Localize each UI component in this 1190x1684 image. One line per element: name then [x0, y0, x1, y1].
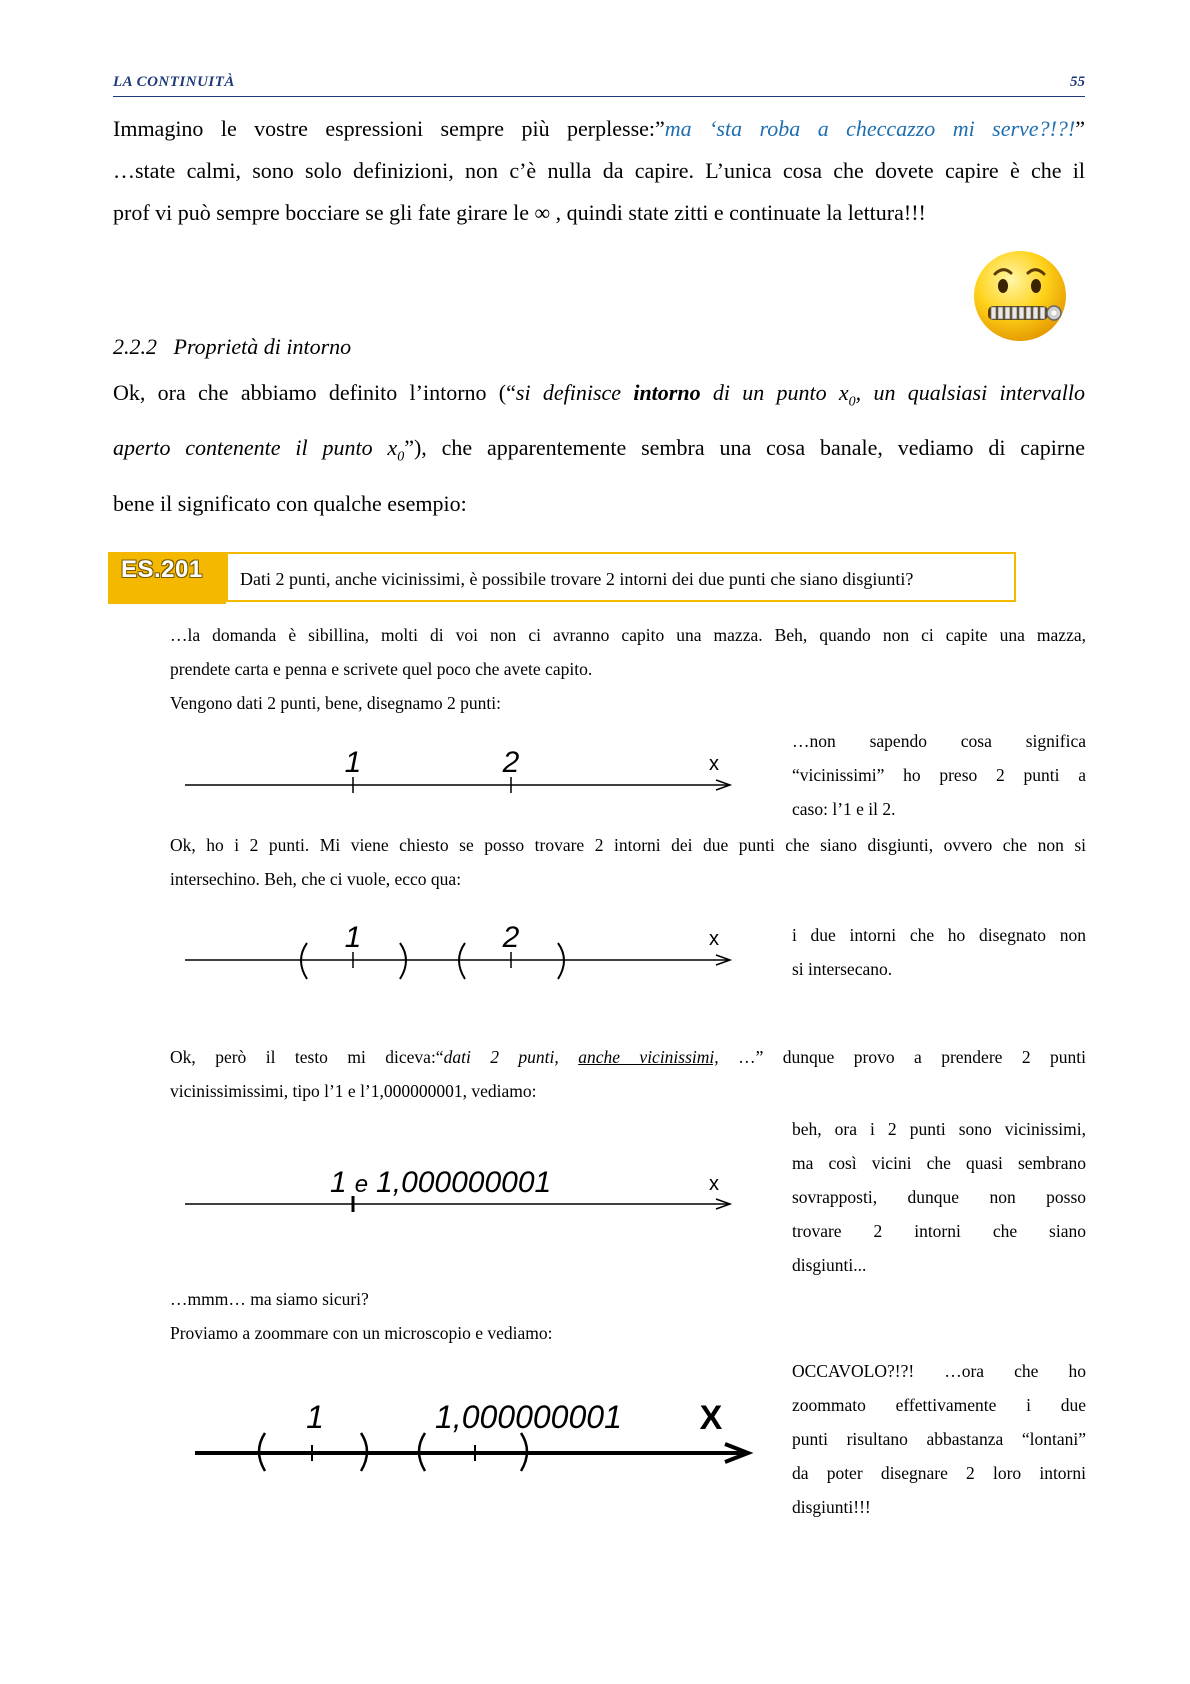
figure-number-line-zoomed: [185, 1385, 765, 1475]
point-label-2: 2: [502, 746, 520, 779]
intro-line-3: prof vi può sempre bocciare se gli fate girare le ∞ , quindi state zitti e continuate la lettura!!!: [113, 200, 926, 225]
side-note-4: OCCAVOLO?!?! …ora che ho zoommato effettivamente i due punti risultano abbastanza “lontani” da poter disegnare 2 loro intorni disgiunti!!!: [792, 1361, 1086, 1517]
point-label-2: 2: [502, 921, 520, 954]
point-label-a: 1: [330, 1166, 347, 1199]
intro-quote: ma ‘sta roba a checcazzo mi serve?!?!: [664, 116, 1076, 141]
definition-line-1: Ok, ora che abbiamo definito l’intorno (“si definisce intorno di un punto $x_0$, un qualsiasi intervallo: [113, 380, 1085, 410]
body-paragraph-5: …mmm… ma siamo sicuri? Proviamo a zoommare con un microscopio e vediamo:: [170, 1282, 770, 1350]
intro-line-2: …state calmi, sono solo definizioni, non c’è nulla da capire. L’unica cosa che dovete capire è che il: [113, 158, 1085, 183]
running-header: [113, 72, 1085, 97]
point-label-b: 1,000000001: [376, 1166, 552, 1199]
point-label-1: 1: [344, 746, 362, 779]
definition-keyword: intorno: [633, 380, 701, 405]
chapter-title: LA CONTINUITÀ: [113, 74, 235, 90]
section-title: Proprietà di intorno: [173, 334, 352, 359]
figure-number-line-2: [180, 915, 740, 985]
definition-line-2: aperto contenente il punto $x_0$”), che apparentemente sembra una cosa banale, vediamo di capirne: [113, 435, 1085, 465]
side-note-3: beh, ora i 2 punti sono vicinissimi, ma così vicini che quasi sembrano sovrapposti, dunque non posso trovare 2 intorni che siano disgiunti...: [792, 1119, 1086, 1275]
exercise-tag: ES.201: [108, 552, 226, 604]
point-label-1: 1: [306, 1399, 324, 1435]
axis-label: x: [709, 928, 719, 950]
intro-paragraph: [113, 108, 1085, 234]
body-paragraph-2: Vengono dati 2 punti, bene, disegnamo 2 punti:: [170, 693, 501, 713]
svg-text:1e1,000000001: [330, 1166, 551, 1199]
open-paren-1: [301, 943, 307, 979]
exercise-question: Dati 2 punti, anche vicinissimi, è possibile trovare 2 intorni dei due punti che siano disgiunti?: [226, 552, 1016, 602]
axis-label: x: [709, 1173, 719, 1195]
section-heading: [113, 334, 351, 360]
figure-number-line-1: [180, 740, 740, 800]
body-paragraph-6: Proviamo a zoommare con un microscopio e vediamo:: [170, 1323, 553, 1343]
axis-label: X: [699, 1399, 723, 1437]
close-paren-1: [400, 943, 406, 979]
body-paragraph-1: …la domanda è sibillina, molti di voi non ci avranno capito una mazza. Beh, quando non ci capite una mazza, prendete carta e penna e scrivete quel poco che avete capito. Vengono dati 2 punti, bene, disegnamo 2 punti:: [170, 618, 1086, 720]
point-label-e: e: [354, 1171, 369, 1198]
zipper-mouth-emoji-icon: [970, 248, 1070, 344]
close-paren-2: [558, 943, 564, 979]
side-note-2: i due intorni che ho disegnato non si intersecano.: [792, 925, 1086, 979]
open-paren-2: [459, 943, 465, 979]
definition-paragraph: [113, 370, 1085, 527]
page-number: 55: [1070, 74, 1085, 90]
definition-line-3: bene il significato con qualche esempio:: [113, 490, 467, 516]
body-paragraph-4: Ok, però il testo mi diceva:“dati 2 punti, anche vicinissimi, …” dunque provo a prendere 2 punti vicinissimissimi, tipo l’1 e l’1,000000001, vediamo:: [170, 1047, 1087, 1101]
underlined-phrase: anche vicinissimi,: [578, 1047, 719, 1067]
side-note-1: …non sapendo cosa significa “vicinissimi” ho preso 2 punti a caso: l’1 e il 2.: [792, 731, 1086, 819]
figure-number-line-3: [180, 1160, 740, 1220]
point-label-2: 1,000000001: [435, 1399, 622, 1435]
axis-label: x: [709, 753, 719, 775]
point-label-1: 1: [344, 921, 362, 954]
body-paragraph-3: Ok, ho i 2 punti. Mi viene chiesto se posso trovare 2 intorni dei due punti che siano disgiunti, ovvero che non si intersechino. Beh, che ci vuole, ecco qua:: [170, 835, 1086, 889]
section-number: 2.2.2: [113, 334, 157, 359]
intro-line-1: Immagino le vostre espressioni sempre più perplesse:”ma ‘sta roba a checcazzo mi serve?!?!”: [113, 116, 1085, 141]
